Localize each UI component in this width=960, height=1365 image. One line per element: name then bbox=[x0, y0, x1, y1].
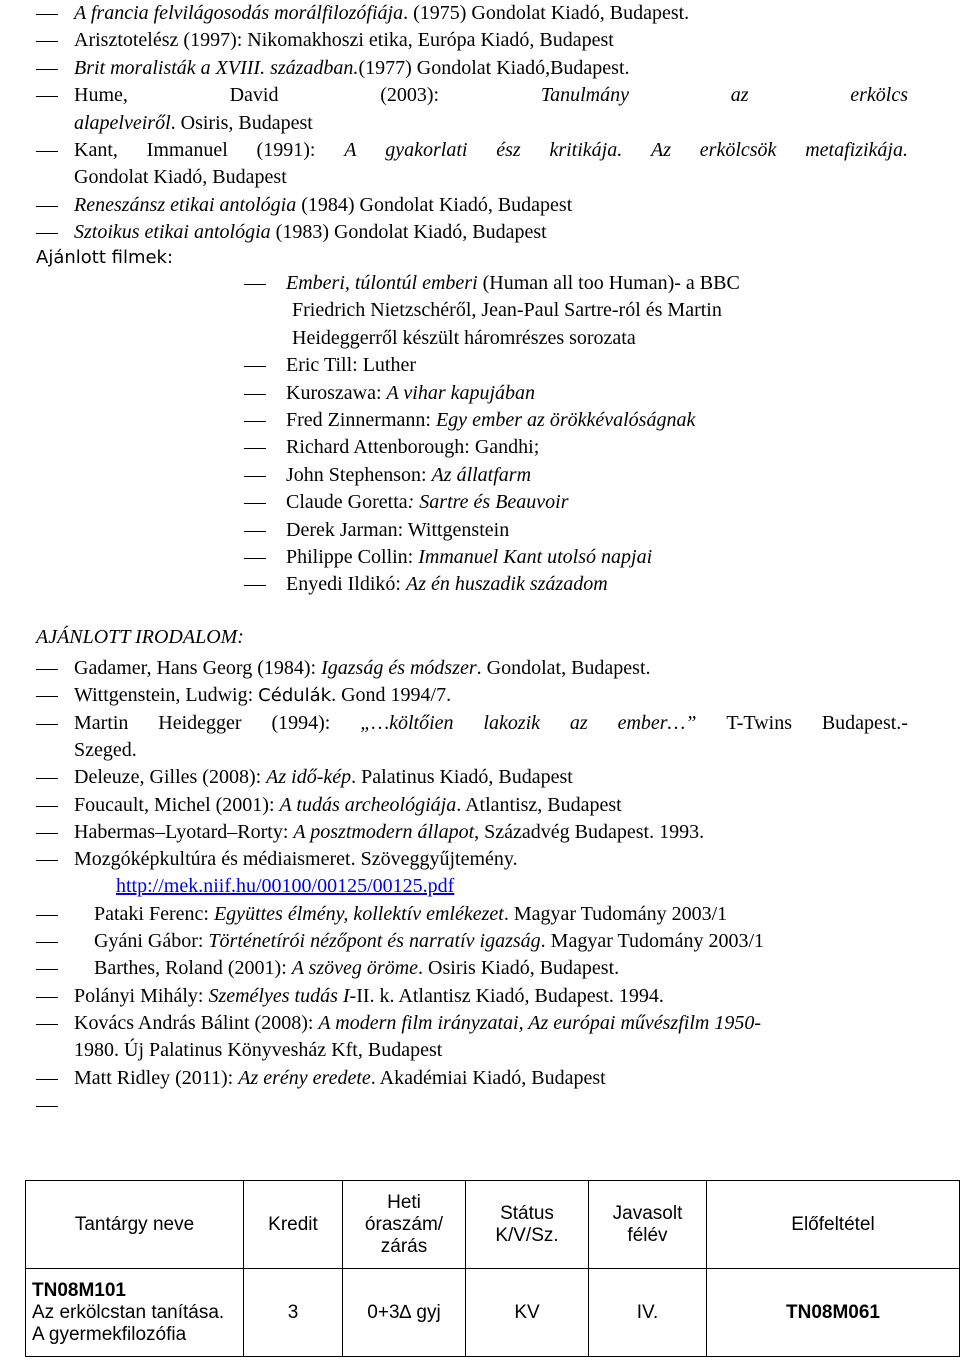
list-item bbox=[0, 710, 960, 737]
item-text bbox=[74, 1065, 606, 1092]
list-item bbox=[0, 792, 960, 819]
dash-bullet bbox=[244, 531, 266, 532]
text-word: „…költőien bbox=[360, 711, 454, 734]
dash-bullet bbox=[36, 806, 58, 807]
text-run: . Osiris, Budapest bbox=[170, 111, 313, 134]
list-item bbox=[0, 137, 960, 164]
course-name-cell bbox=[26, 1269, 244, 1357]
text-run: Friedrich Nietzschéről, Jean-Paul Sartre-ról és Martin bbox=[292, 299, 722, 322]
justified-text bbox=[74, 137, 908, 164]
text-run: Emberi, túlontúl emberi bbox=[286, 272, 478, 294]
list-item bbox=[0, 0, 960, 27]
text-run: Brit moralisták a XVIII. században. bbox=[74, 56, 359, 79]
dash-bullet bbox=[36, 69, 58, 70]
text-run: Wittgenstein, Ludwig: bbox=[74, 684, 259, 707]
text-word: ész bbox=[496, 139, 521, 161]
text-run: . Akadémiai Kiadó, Budapest bbox=[370, 1066, 606, 1089]
text-run: Szeged. bbox=[74, 738, 137, 761]
item-text bbox=[286, 489, 569, 516]
dash-bullet bbox=[36, 942, 58, 943]
text-run: : Sartre és Beauvoir bbox=[407, 491, 569, 514]
text-run: Történetírói nézőpont és narratív igazság bbox=[208, 930, 541, 952]
text-run: Mozgóképkultúra és médiaismeret. Szöveggyűjtemény. bbox=[74, 848, 518, 871]
text-run: Foucault, Michel (2001): bbox=[74, 793, 280, 816]
item-text bbox=[74, 737, 137, 764]
text-run: John Stephenson: bbox=[286, 463, 432, 486]
item-text bbox=[74, 27, 614, 54]
text-run: (1983) Gondolat Kiadó, Budapest bbox=[270, 221, 547, 244]
text-run: Az állatfarm bbox=[431, 463, 532, 486]
dash-bullet bbox=[36, 997, 58, 998]
item-text bbox=[74, 0, 689, 27]
text-word: Hume, bbox=[74, 84, 128, 107]
text-word: Tanulmány bbox=[540, 84, 629, 107]
list-item bbox=[0, 846, 960, 873]
text-run: Pataki Ferenc: bbox=[94, 902, 214, 925]
dash-bullet bbox=[36, 1024, 58, 1025]
status-cell: KV bbox=[466, 1269, 589, 1357]
text-word: Heidegger bbox=[158, 711, 242, 734]
list-item bbox=[0, 764, 960, 791]
dash-bullet bbox=[244, 585, 266, 586]
list-item bbox=[0, 462, 960, 489]
dash-bullet bbox=[36, 860, 58, 861]
text-run: . Gondolat, Budapest. bbox=[476, 657, 651, 679]
dash-bullet bbox=[36, 96, 58, 97]
dash-bullet bbox=[244, 421, 266, 422]
text-word: (2003): bbox=[380, 84, 440, 107]
text-run: A vihar kapujában bbox=[386, 381, 536, 404]
text-word: kritikája. bbox=[549, 139, 623, 161]
dash-bullet bbox=[36, 151, 58, 152]
dash-bullet bbox=[36, 724, 58, 725]
text-run: Sztoikus etikai antológia bbox=[74, 221, 271, 244]
item-text bbox=[74, 1037, 442, 1064]
text-run: Polányi Mihály: bbox=[74, 984, 209, 1007]
text-word: az bbox=[730, 84, 749, 107]
text-run: Reneszánsz etikai antológia bbox=[74, 193, 297, 216]
list-item bbox=[0, 380, 960, 407]
semester-cell: IV. bbox=[589, 1269, 707, 1357]
dash-bullet bbox=[244, 366, 266, 367]
text-run: Személyes tudás I bbox=[208, 984, 350, 1007]
text-word: David bbox=[229, 84, 279, 107]
list-item bbox=[0, 434, 960, 461]
text-run: Heideggerről készült háromrészes sorozata bbox=[292, 326, 636, 349]
text-run: Gyáni Gábor: bbox=[94, 930, 209, 952]
text-word: Az bbox=[651, 139, 671, 161]
header-credit: Kredit bbox=[244, 1181, 343, 1269]
list-item bbox=[0, 297, 960, 324]
text-run: Cédulák bbox=[258, 685, 332, 707]
list-item bbox=[0, 110, 960, 137]
dash-bullet bbox=[244, 284, 266, 285]
dash-bullet bbox=[36, 696, 58, 697]
dash-bullet bbox=[36, 969, 58, 970]
item-text bbox=[286, 517, 509, 544]
item-text bbox=[74, 682, 451, 709]
text-run: A szöveg öröme bbox=[291, 957, 419, 980]
text-run: (1984) Gondolat Kiadó, Budapest bbox=[296, 193, 573, 216]
dash-bullet bbox=[244, 448, 266, 449]
list-item bbox=[0, 325, 960, 352]
text-word: Kant, bbox=[74, 139, 118, 161]
text-run: -II. k. Atlantisz Kiadó, Budapest. 1994. bbox=[349, 984, 664, 1007]
text-word: (1991): bbox=[256, 139, 316, 161]
header-prerequisite: Előfeltétel bbox=[707, 1181, 960, 1269]
text-run: Immanuel Kant utolsó napjai bbox=[418, 546, 653, 568]
text-word: erkölcs bbox=[850, 84, 908, 107]
dash-bullet bbox=[36, 833, 58, 834]
list-item bbox=[0, 270, 960, 297]
text-run: Arisztotelész (1997): Nikomakhoszi etika, Európa Kiadó, Budapest bbox=[74, 29, 614, 52]
credit-cell: 3 bbox=[244, 1269, 343, 1357]
text-run: A tudás archeológiája bbox=[279, 793, 457, 816]
literature-heading-line bbox=[0, 624, 960, 651]
list-item bbox=[0, 655, 960, 682]
item-text bbox=[74, 846, 518, 873]
item-text bbox=[74, 792, 622, 819]
item-text bbox=[74, 655, 651, 682]
item-text bbox=[286, 434, 539, 461]
text-word: erkölcsök bbox=[699, 139, 777, 161]
text-word: gyakorlati bbox=[385, 139, 468, 161]
text-run: Gondolat Kiadó, Budapest bbox=[74, 166, 287, 189]
list-item bbox=[0, 571, 960, 598]
text-run: Philippe Collin: bbox=[286, 546, 419, 568]
text-word: metafizikája. bbox=[805, 139, 908, 161]
text-run: Barthes, Roland (2001): bbox=[94, 957, 292, 980]
header-semester: Javasolt félév bbox=[589, 1181, 707, 1269]
dash-bullet bbox=[36, 915, 58, 916]
item-text bbox=[74, 164, 287, 191]
literature-heading: AJÁNLOTT IRODALOM: bbox=[36, 626, 244, 648]
text-run: A posztmodern állapot bbox=[293, 820, 475, 843]
list-item bbox=[0, 1010, 960, 1037]
text-word: lakozik bbox=[483, 711, 541, 734]
text-run: Deleuze, Gilles (2008): bbox=[74, 766, 267, 789]
dash-bullet bbox=[244, 394, 266, 395]
text-run: Az erény eredete bbox=[238, 1066, 371, 1089]
dash-bullet bbox=[36, 778, 58, 779]
dash-bullet bbox=[36, 41, 58, 42]
header-course-name: Tantárgy neve bbox=[26, 1181, 244, 1269]
course-table-data-row bbox=[26, 1269, 960, 1357]
item-text bbox=[286, 380, 535, 407]
text-run: . Osiris Kiadó, Budapest. bbox=[418, 957, 620, 980]
text-word: az bbox=[569, 711, 588, 734]
text-run: Derek Jarman: Wittgenstein bbox=[286, 518, 510, 541]
list-item bbox=[0, 27, 960, 54]
item-text bbox=[94, 901, 727, 928]
dash-bullet bbox=[36, 1106, 58, 1107]
list-item bbox=[0, 219, 960, 246]
item-text bbox=[74, 1010, 761, 1037]
text-word: (1994): bbox=[271, 711, 331, 734]
dash-bullet bbox=[36, 1079, 58, 1080]
text-run: Kovács András Bálint (2008): bbox=[74, 1011, 319, 1034]
dash-bullet bbox=[244, 558, 266, 559]
header-weekly-hours: Heti óraszám/ zárás bbox=[343, 1181, 466, 1269]
list-item bbox=[0, 55, 960, 82]
list-item bbox=[0, 544, 960, 571]
list-item bbox=[0, 407, 960, 434]
text-run: . (1975) Gondolat Kiadó, Budapest. bbox=[403, 2, 690, 24]
text-run: Richard Attenborough: Gandhi; bbox=[286, 436, 540, 459]
item-text bbox=[74, 764, 573, 791]
list-item bbox=[0, 489, 960, 516]
text-run: Az én huszadik századom bbox=[405, 573, 608, 596]
list-item bbox=[0, 737, 960, 764]
text-run: Együttes élmény, kollektív emlékezet bbox=[213, 902, 504, 925]
text-run: Egy ember az örökkévalóságnak bbox=[435, 409, 696, 431]
list-item bbox=[0, 517, 960, 544]
text-run: A modern film irányzatai, Az európai művészfilm 1950- bbox=[318, 1011, 761, 1034]
item-text bbox=[94, 955, 619, 982]
dash-bullet bbox=[36, 206, 58, 207]
text-run: , Századvég Budapest. 1993. bbox=[474, 820, 705, 843]
item-text bbox=[74, 983, 664, 1010]
text-word: Martin bbox=[74, 711, 129, 734]
list-item bbox=[0, 1065, 960, 1092]
text-word: ember…” bbox=[617, 711, 697, 734]
item-text bbox=[286, 407, 695, 434]
course-info-table bbox=[25, 1180, 960, 1357]
justified-text bbox=[74, 710, 908, 737]
text-run: . Magyar Tudomány 2003/1 bbox=[503, 902, 728, 925]
list-item bbox=[0, 682, 960, 709]
text-run: . Új Palatinus Könyvesház Kft, Budapest bbox=[114, 1039, 443, 1062]
item-text bbox=[74, 219, 547, 246]
text-run: alapelveiről bbox=[74, 111, 171, 134]
text-run: Matt Ridley (2011): bbox=[74, 1066, 239, 1089]
text-run: Kuroszawa: bbox=[286, 381, 387, 404]
text-run: . Atlantisz, Budapest bbox=[456, 793, 622, 816]
text-run: Enyedi Ildikó: bbox=[286, 573, 406, 596]
list-item bbox=[0, 873, 960, 900]
text-run: Habermas–Lyotard–Rorty: bbox=[74, 820, 294, 843]
dash-bullet bbox=[36, 233, 58, 234]
item-text bbox=[292, 325, 636, 352]
text-run: A francia felvilágosodás morálfilozófiája bbox=[74, 2, 404, 24]
pdf-link[interactable]: http://mek.niif.hu/00100/00125/00125.pdf bbox=[116, 875, 455, 898]
text-run: 1980 bbox=[74, 1039, 114, 1062]
text-run: . Magyar Tudomány 2003/1 bbox=[540, 930, 764, 952]
hours-cell: 0+3∆ gyj bbox=[343, 1269, 466, 1357]
films-label: Ajánlott filmek: bbox=[36, 247, 174, 268]
text-word: Immanuel bbox=[146, 139, 228, 161]
item-text bbox=[74, 55, 630, 82]
item-text bbox=[286, 270, 740, 297]
text-run: (Human all too Human)- a BBC bbox=[477, 272, 740, 294]
text-run: . Gond 1994/7. bbox=[331, 684, 452, 707]
text-run: (1977) Gondolat Kiadó,Budapest. bbox=[358, 56, 630, 79]
list-item bbox=[0, 1092, 960, 1119]
dash-bullet bbox=[244, 503, 266, 504]
list-item bbox=[0, 352, 960, 379]
item-text bbox=[292, 297, 722, 324]
text-run: Az idő-kép bbox=[266, 766, 352, 789]
item-text bbox=[74, 110, 313, 137]
text-run: Fred Zinnermann: bbox=[286, 409, 436, 431]
text-word: A bbox=[344, 139, 357, 161]
item-text bbox=[94, 928, 764, 955]
item-text bbox=[286, 352, 416, 379]
item-text bbox=[74, 192, 572, 219]
text-run: . Palatinus Kiadó, Budapest bbox=[351, 766, 573, 789]
text-run: Gadamer, Hans Georg (1984): bbox=[74, 657, 322, 679]
list-item bbox=[0, 1037, 960, 1064]
list-item bbox=[0, 928, 960, 955]
course-code: TN08M101 bbox=[32, 1279, 126, 1301]
text-word: Budapest.- bbox=[821, 711, 908, 734]
item-text bbox=[286, 571, 608, 598]
text-word: T-Twins bbox=[726, 711, 792, 734]
list-item bbox=[0, 819, 960, 846]
item-text bbox=[286, 462, 531, 489]
course-title: Az erkölcstan tanítása. A gyermekfilozófia bbox=[32, 1301, 225, 1345]
dash-bullet bbox=[244, 476, 266, 477]
text-run: Igazság és módszer bbox=[321, 657, 477, 679]
list-item bbox=[0, 955, 960, 982]
item-text bbox=[74, 819, 704, 846]
text-run: Claude Goretta bbox=[286, 491, 408, 514]
list-item bbox=[0, 192, 960, 219]
text-run: Eric Till: Luther bbox=[286, 354, 416, 377]
prerequisite-cell: TN08M061 bbox=[707, 1269, 960, 1357]
dash-bullet bbox=[36, 669, 58, 670]
list-item bbox=[0, 164, 960, 191]
films-heading-line bbox=[0, 244, 960, 271]
list-item bbox=[0, 901, 960, 928]
dash-bullet bbox=[36, 14, 58, 15]
item-text bbox=[286, 544, 652, 571]
justified-text bbox=[74, 82, 908, 109]
header-status: Státus K/V/Sz. bbox=[466, 1181, 589, 1269]
list-item bbox=[0, 82, 960, 109]
list-item bbox=[0, 983, 960, 1010]
course-table-header-row bbox=[26, 1181, 960, 1269]
